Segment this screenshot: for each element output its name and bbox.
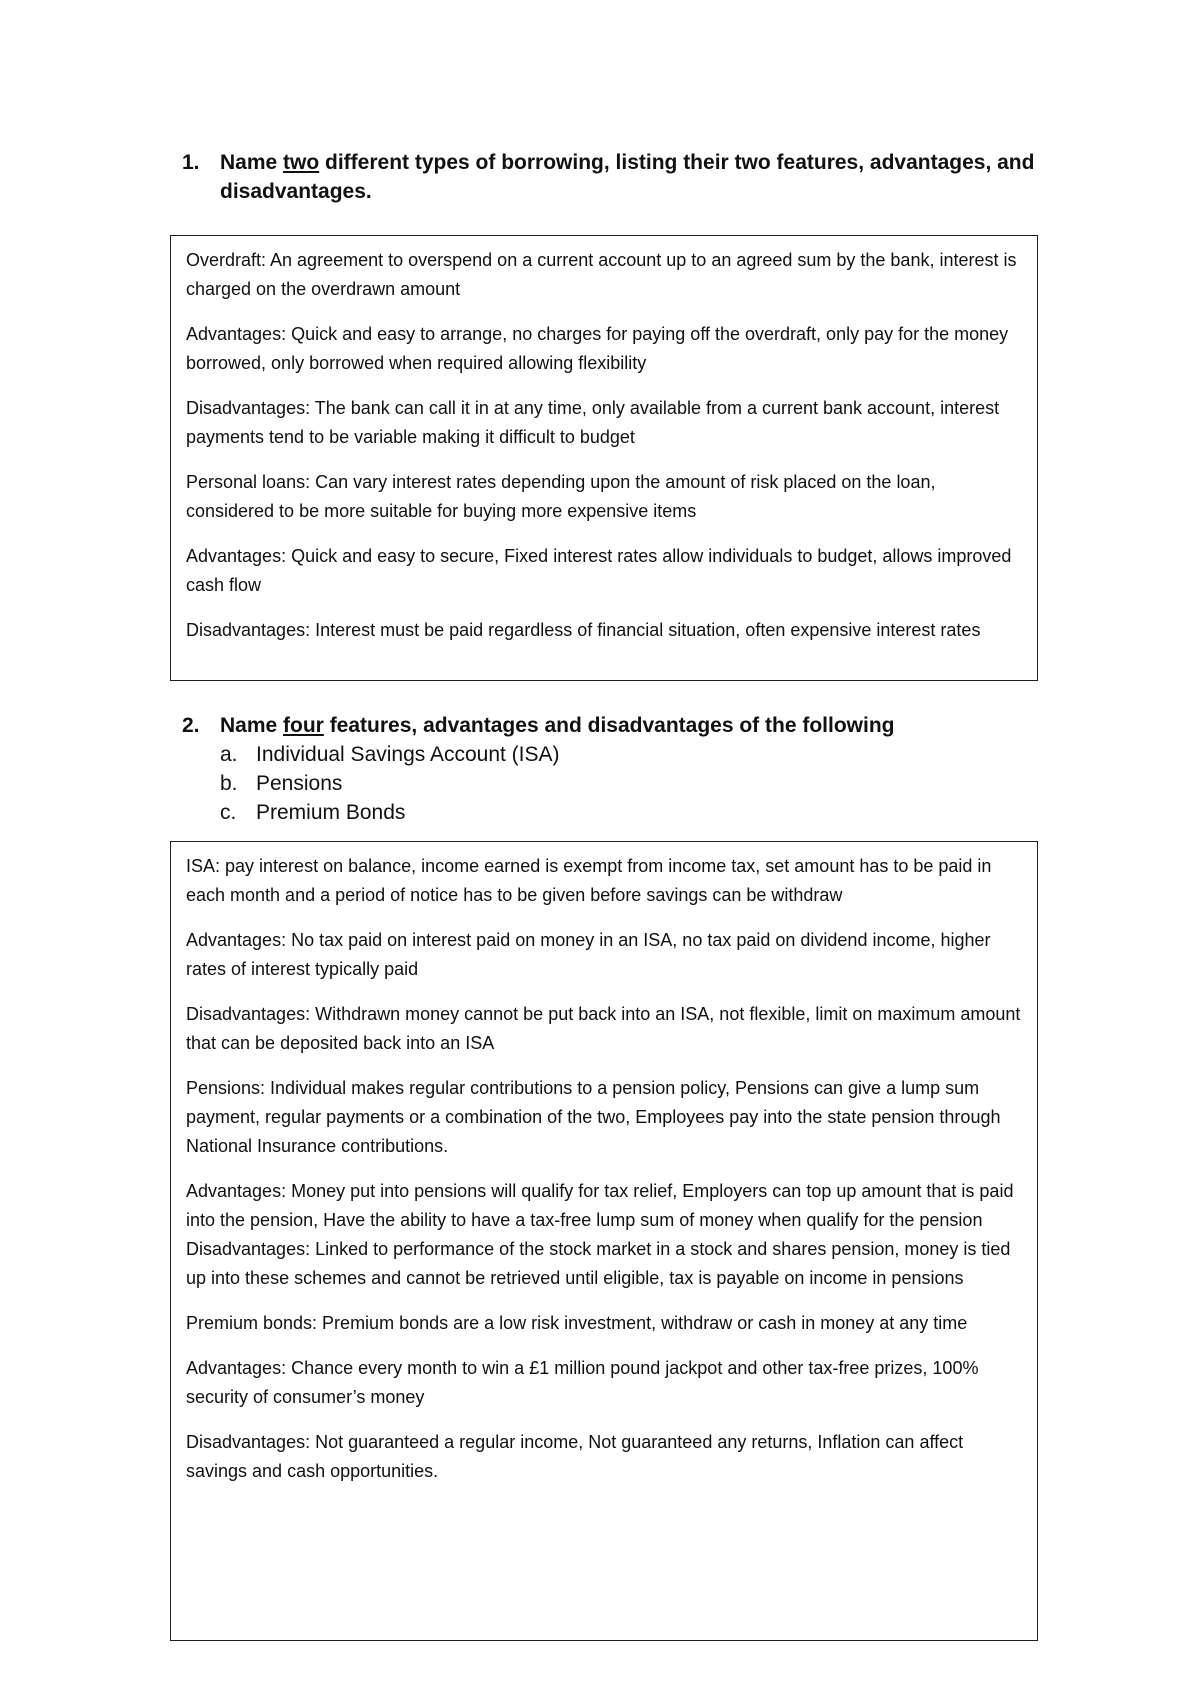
question-1-text — [220, 148, 1052, 206]
answer-1-box — [170, 235, 1038, 681]
answer-2-paragraph: Pensions: Individual makes regular contributions to a pension policy, Pensions can give a lump sum payment, regular payments or a combination of the two, Employees pay into the state pension through National Insurance contributions. — [186, 1078, 1001, 1156]
question-2-sublist — [182, 740, 1052, 827]
sublist-item-text: Premium Bonds — [256, 801, 406, 824]
answer-2-paragraph: Disadvantages: Linked to performance of the stock market in a stock and shares pension, money is tied up into these schemes and cannot be retrieved until eligible, tax is payable on income in pensions — [186, 1239, 1011, 1288]
question-1-text-after: different types of borrowing, listing their two features, advantages, and disadvantages. — [220, 151, 1035, 203]
question-2-text — [220, 711, 1052, 740]
answer-2-paragraph: Advantages: Chance every month to win a £1 million pound jackpot and other tax-free prizes, 100% security of consumer’s money — [186, 1358, 979, 1407]
sublist-item-text: Pensions — [256, 772, 343, 795]
answer-2-paragraph: Disadvantages: Not guaranteed a regular income, Not guaranteed any returns, Inflation can affect savings and cash opportunities. — [186, 1432, 964, 1481]
answer-1-paragraph: Overdraft: An agreement to overspend on a current account up to an agreed sum by the bank, interest is charged on the overdrawn amount — [186, 250, 1017, 299]
answer-2-paragraph: ISA: pay interest on balance, income earned is exempt from income tax, set amount has to be paid in each month and a period of notice has to be given before savings can be withdraw — [186, 856, 992, 905]
question-1-text-before: Name — [220, 151, 284, 174]
sublist-item — [182, 769, 1052, 798]
question-2-emphasis: four — [283, 714, 324, 737]
answer-1-paragraph: Disadvantages: The bank can call it in at any time, only available from a current bank account, interest payments tend to be variable making it difficult to budget — [186, 398, 1000, 447]
answer-2-paragraph: Advantages: Money put into pensions will qualify for tax relief, Employers can top up amount that is paid into the pension, Have the ability to have a tax-free lump sum of money when qualify for the pension — [186, 1181, 1014, 1230]
sublist-item — [182, 798, 1052, 827]
question-2-text-before: Name — [220, 714, 284, 737]
question-1-number: 1. — [182, 151, 200, 174]
answer-1-paragraph: Personal loans: Can vary interest rates depending upon the amount of risk placed on the loan, considered to be more suitable for buying more expensive items — [186, 472, 936, 521]
answer-2-box — [170, 841, 1038, 1641]
answer-2-paragraph: Premium bonds: Premium bonds are a low risk investment, withdraw or cash in money at any time — [186, 1313, 968, 1333]
answer-2-paragraph: Disadvantages: Withdrawn money cannot be put back into an ISA, not flexible, limit on maximum amount that can be deposited back into an ISA — [186, 1004, 1021, 1053]
sublist-item-letter: a. — [220, 743, 238, 766]
question-2 — [182, 711, 1052, 827]
answer-1-paragraph: Advantages: Quick and easy to secure, Fixed interest rates allow individuals to budget, allows improved cash flow — [186, 546, 1012, 595]
question-2-number: 2. — [182, 714, 200, 737]
sublist-item-letter: c. — [220, 801, 237, 824]
answer-2-paragraph: Advantages: No tax paid on interest paid on money in an ISA, no tax paid on dividend income, higher rates of interest typically paid — [186, 930, 991, 979]
sublist-item — [182, 740, 1052, 769]
answer-1-paragraph: Disadvantages: Interest must be paid regardless of financial situation, often expensive interest rates — [186, 620, 981, 640]
question-1 — [182, 148, 1052, 206]
question-2-text-after: features, advantages and disadvantages of the following — [323, 714, 895, 737]
sublist-item-letter: b. — [220, 772, 238, 795]
answer-1-paragraph: Advantages: Quick and easy to arrange, no charges for paying off the overdraft, only pay for the money borrowed, only borrowed when required allowing flexibility — [186, 324, 1009, 373]
question-1-emphasis: two — [283, 151, 320, 174]
sublist-item-text: Individual Savings Account (ISA) — [256, 743, 560, 766]
